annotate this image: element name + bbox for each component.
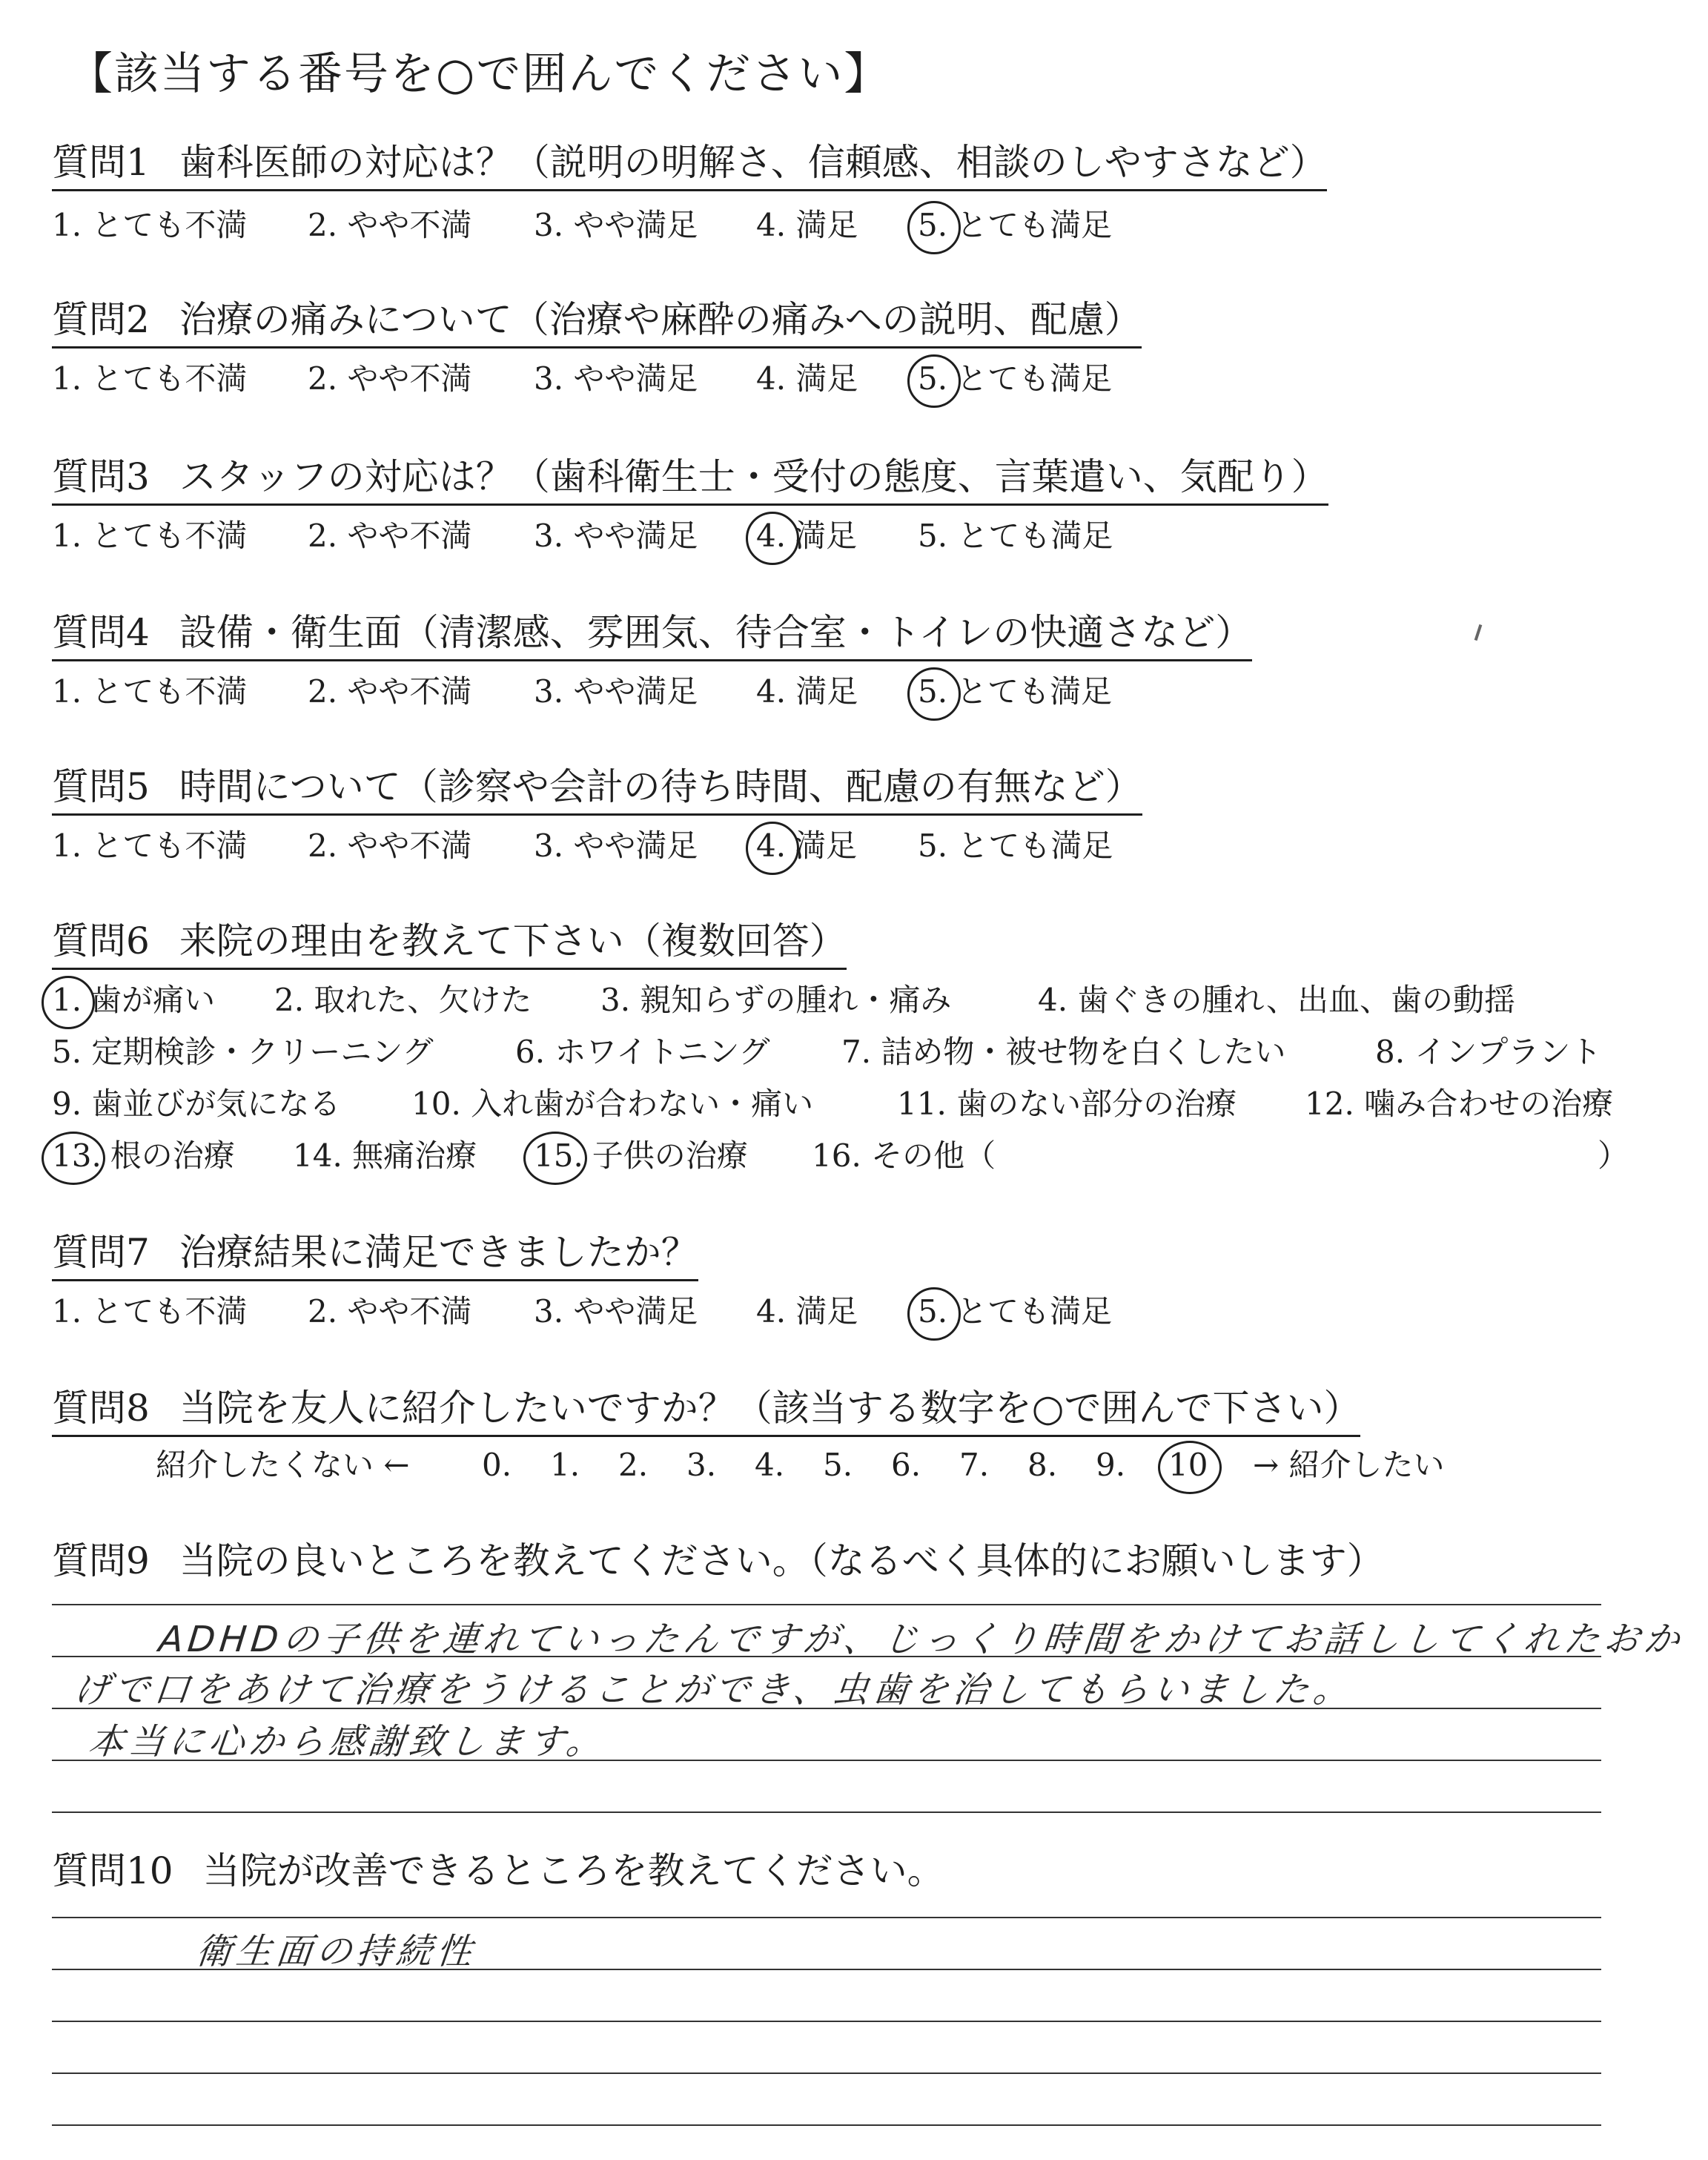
- q9-handwritten-line-2: げで口をあけて治療をうけることができ、虫歯を治してもらいました。: [71, 1669, 1356, 1711]
- question-6-title: [52, 921, 847, 970]
- q4-option-3[interactable]: 3. やや満足: [534, 673, 698, 710]
- q10-answer-line: [52, 1917, 1601, 1918]
- q6-option-2[interactable]: 2. 取れた、欠けた: [274, 982, 532, 1018]
- question-3-text: スタッフの対応は？（歯科衛生士・受付の態度、言葉遣い、気配り）: [179, 455, 1328, 498]
- q2-option-1[interactable]: 1. とても不満: [52, 360, 248, 397]
- q10-answer-line: [52, 2073, 1601, 2074]
- q9-handwritten-line-3: 本当に心から感謝致します。: [86, 1721, 609, 1763]
- scale-4[interactable]: 4.: [755, 1447, 785, 1483]
- question-2-text: 治療の痛みについて（治療や麻酔の痛みへの説明、配慮）: [179, 298, 1142, 341]
- scale-3[interactable]: 3.: [686, 1447, 717, 1483]
- q3-option-4-selected[interactable]: 4. 満足: [756, 518, 858, 554]
- question-3-number: 質問3: [52, 455, 150, 498]
- q5-option-4-selected[interactable]: 4. 満足: [756, 828, 858, 864]
- q6-option-6[interactable]: 6. ホワイトニング: [515, 1034, 770, 1070]
- q3-option-5[interactable]: 5. とても満足: [918, 518, 1113, 554]
- q6-option-15-selected[interactable]: 15. 子供の治療: [534, 1137, 748, 1174]
- q6-option-1-selected[interactable]: 1. 歯が痛い: [52, 982, 216, 1018]
- q10-handwritten-line-1: 衛生面の持続性: [193, 1931, 479, 1972]
- q6-option-8[interactable]: 8. インプラント: [1375, 1034, 1602, 1070]
- q7-option-4[interactable]: 4. 満足: [756, 1293, 858, 1330]
- q6-option-4[interactable]: 4. 歯ぐきの腫れ、出血、歯の動揺: [1038, 982, 1515, 1018]
- q6-option-10[interactable]: 10. 入れ歯が合わない・痛い: [411, 1086, 814, 1122]
- q1-option-4[interactable]: 4. 満足: [756, 207, 858, 243]
- scale-6[interactable]: 6.: [891, 1447, 921, 1483]
- question-1-number: 質問1: [52, 141, 150, 184]
- question-5-text: 時間について（診察や会計の待ち時間、配慮の有無など）: [179, 765, 1142, 808]
- q9-answer-line: [52, 1604, 1601, 1605]
- question-4-text: 設備・衛生面（清潔感、雰囲気、待合室・トイレの快適さなど）: [179, 611, 1253, 654]
- question-3-title: [52, 457, 1328, 506]
- question-7-title: [52, 1232, 698, 1281]
- scale-1[interactable]: 1.: [550, 1447, 580, 1483]
- question-4-title: [52, 612, 1252, 661]
- question-5-number: 質問5: [52, 765, 150, 808]
- question-7-text: 治療結果に満足できましたか？: [179, 1231, 698, 1274]
- question-10-number: 質問10: [52, 1849, 173, 1892]
- question-5-title: [52, 767, 1142, 816]
- q6-option-14[interactable]: 14. 無痛治療: [293, 1137, 477, 1174]
- question-8-number: 質問8: [52, 1387, 150, 1430]
- question-8-title: [52, 1388, 1360, 1437]
- q3-option-1[interactable]: 1. とても不満: [52, 518, 248, 554]
- q5-option-3[interactable]: 3. やや満足: [534, 828, 698, 864]
- q9-answer-line: [52, 1811, 1601, 1813]
- q6-option-3[interactable]: 3. 親知らずの腫れ・痛み: [600, 982, 952, 1018]
- q2-option-2[interactable]: 2. やや不満: [308, 360, 472, 397]
- question-2-number: 質問2: [52, 298, 150, 341]
- q5-option-2[interactable]: 2. やや不満: [308, 828, 472, 864]
- scale-0[interactable]: 0.: [482, 1447, 512, 1483]
- q10-answer-line: [52, 2124, 1601, 2126]
- q4-option-5-selected[interactable]: 5. とても満足: [918, 673, 1113, 710]
- scale-10-selected[interactable]: 10: [1168, 1447, 1208, 1483]
- q1-option-1[interactable]: 1. とても不満: [52, 207, 248, 243]
- question-6-text: 来院の理由を教えて下さい（複数回答）: [179, 919, 847, 962]
- question-1-text: 歯科医師の対応は？（説明の明解さ、信頼感、相談のしやすさなど）: [179, 141, 1327, 184]
- q5-option-5[interactable]: 5. とても満足: [918, 828, 1113, 864]
- q1-option-3[interactable]: 3. やや満足: [534, 207, 698, 243]
- q7-option-3[interactable]: 3. やや満足: [534, 1293, 698, 1330]
- q6-option-11[interactable]: 11. 歯のない部分の治療: [897, 1086, 1237, 1122]
- q4-option-4[interactable]: 4. 満足: [756, 673, 858, 710]
- scale-5[interactable]: 5.: [823, 1447, 853, 1483]
- q7-option-5-selected[interactable]: 5. とても満足: [918, 1293, 1113, 1330]
- q7-option-2[interactable]: 2. やや不満: [308, 1293, 472, 1330]
- question-1-title: [52, 142, 1327, 191]
- q2-option-4[interactable]: 4. 満足: [756, 360, 858, 397]
- q4-option-2[interactable]: 2. やや不満: [308, 673, 472, 710]
- q6-option-7[interactable]: 7. 詰め物・被せ物を白くしたい: [841, 1034, 1286, 1070]
- q9-handwritten-line-1: ADHDの子供を連れていったんですが、じっくり時間をかけてお話ししてくれたおか: [156, 1619, 1687, 1660]
- question-2-title: [52, 300, 1142, 349]
- q6-option-12[interactable]: 12. 噛み合わせの治療: [1305, 1086, 1614, 1122]
- q6-option-9[interactable]: 9. 歯並びが気になる: [52, 1086, 341, 1122]
- page-heading: 【該当する番号を○で囲んでください】: [68, 48, 890, 100]
- q6-option-16[interactable]: 16. その他（: [812, 1137, 996, 1174]
- q6-option-5[interactable]: 5. 定期検診・クリーニング: [52, 1034, 434, 1070]
- question-9-number: 質問9: [52, 1539, 150, 1582]
- question-10-text: 当院が改善できるところを教えてください。: [202, 1849, 944, 1892]
- q2-option-3[interactable]: 3. やや満足: [534, 360, 698, 397]
- q1-option-5-selected[interactable]: 5. とても満足: [918, 207, 1113, 243]
- scale-8[interactable]: 8.: [1027, 1447, 1058, 1483]
- q1-option-2[interactable]: 2. やや不満: [308, 207, 472, 243]
- q3-option-3[interactable]: 3. やや満足: [534, 518, 698, 554]
- q2-option-5-selected[interactable]: 5. とても満足: [918, 360, 1113, 397]
- q5-option-1[interactable]: 1. とても不満: [52, 828, 248, 864]
- question-9-title: [52, 1541, 1384, 1588]
- scale-7[interactable]: 7.: [959, 1447, 990, 1483]
- question-10-title: [52, 1851, 944, 1898]
- question-6-number: 質問6: [52, 919, 150, 962]
- q6-option-13-selected[interactable]: 13. 根の治療: [52, 1137, 235, 1174]
- question-8-text: 当院を友人に紹介したいですか？（該当する数字を○で囲んで下さい）: [179, 1387, 1361, 1430]
- q4-option-1[interactable]: 1. とても不満: [52, 673, 248, 710]
- question-4-number: 質問4: [52, 611, 150, 654]
- scale-2[interactable]: 2.: [618, 1447, 649, 1483]
- scale-right-label: → 紹介したい: [1253, 1447, 1445, 1483]
- q6-other-close-paren: ）: [1598, 1137, 1629, 1174]
- scale-left-label: 紹介したくない ←: [156, 1447, 410, 1483]
- scan-speck: [1474, 624, 1483, 641]
- scale-9[interactable]: 9.: [1096, 1447, 1126, 1483]
- question-7-number: 質問7: [52, 1231, 150, 1274]
- q7-option-1[interactable]: 1. とても不満: [52, 1293, 248, 1330]
- q3-option-2[interactable]: 2. やや不満: [308, 518, 472, 554]
- q10-answer-line: [52, 2021, 1601, 2022]
- question-9-text: 当院の良いところを教えてください。（なるべく具体的にお願いします）: [179, 1539, 1384, 1582]
